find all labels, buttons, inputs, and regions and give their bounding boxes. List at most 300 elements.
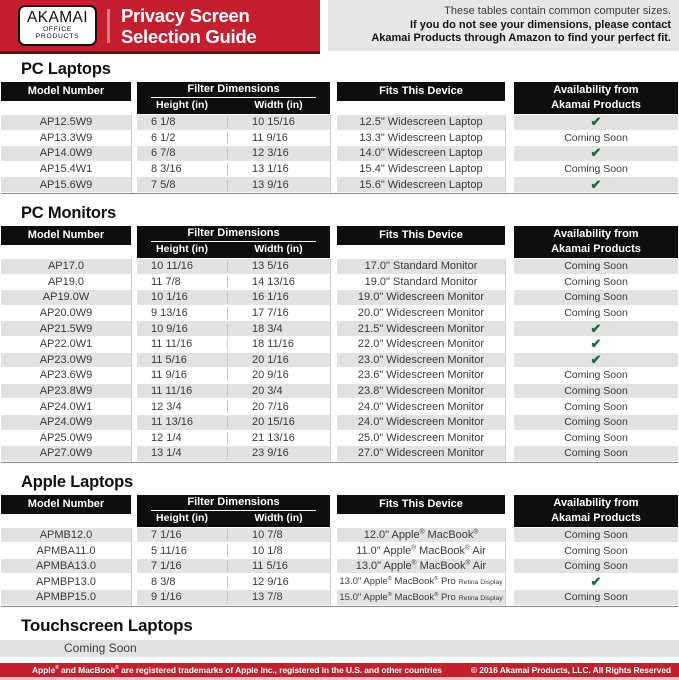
cell-fits-device [337, 446, 505, 462]
cell-fits-device [337, 384, 505, 400]
fits-device-text: 15.6" Widescreen Laptop [359, 178, 483, 191]
note-line1: These tables contain common computer sizes. [444, 5, 671, 18]
availability-header-line1: Availability from [553, 84, 639, 96]
cell-filter-dimensions [137, 115, 330, 131]
column-gutter [330, 146, 337, 162]
cell-model-number: AP15.4W1 [1, 162, 131, 178]
cell-width-value: 13 1/16 [227, 163, 330, 175]
table-row [1, 321, 678, 337]
column-gutter [330, 306, 337, 322]
table-body [1, 115, 678, 194]
availability-text: Coming Soon [564, 591, 628, 604]
column-gutter [330, 115, 337, 131]
page-title-line2: Selection Guide [121, 25, 257, 47]
table-row [1, 162, 678, 178]
table-row [1, 559, 678, 575]
cell-height-value: 13 1/4 [151, 447, 182, 460]
column-gutter [330, 290, 337, 306]
cell-availability [514, 431, 678, 447]
cell-model-number: AP14.0W9 [1, 146, 131, 162]
column-gutter [505, 259, 514, 275]
akamai-logo [18, 5, 97, 45]
column-header-filter-dimensions [137, 226, 330, 258]
availability-text: Coming Soon [564, 369, 628, 382]
header-divider [107, 9, 110, 43]
column-gutter [330, 177, 337, 193]
cell-availability [514, 528, 678, 544]
cell-height-value: 10 1/16 [151, 291, 188, 304]
cell-filter-dimensions [137, 321, 330, 337]
fits-device-text: 12.5" Widescreen Laptop [359, 116, 483, 129]
cell-width-value: 12 3/16 [227, 147, 330, 159]
fits-device-text: 20.0" Widescreen Monitor [357, 307, 485, 320]
availability-text: Coming Soon [564, 275, 628, 288]
cell-model-number: AP19.0W [1, 290, 131, 306]
column-gutter [505, 431, 514, 447]
availability-check-icon: ✔ [590, 573, 602, 589]
cell-availability [514, 446, 678, 462]
availability-text: Coming Soon [564, 560, 628, 573]
table-row [1, 446, 678, 462]
column-gutter [330, 415, 337, 431]
cell-filter-dimensions [137, 384, 330, 400]
table-row [1, 574, 678, 590]
column-gutter [505, 384, 514, 400]
cell-height-value: 11 11/16 [151, 338, 193, 351]
column-header-model: Model Number [1, 226, 131, 245]
cell-availability [514, 368, 678, 384]
column-gutter [330, 275, 337, 291]
cell-filter-dimensions [137, 528, 330, 544]
availability-header-line1: Availability from [553, 227, 639, 240]
table-row [1, 177, 678, 193]
cell-availability [514, 574, 678, 590]
availability-text: Coming Soon [564, 528, 628, 541]
column-gutter [330, 259, 337, 275]
cell-fits-device [337, 431, 505, 447]
cell-model-number: APMBA13.0 [1, 559, 131, 575]
cell-model-number: APMBA11.0 [1, 543, 131, 559]
cell-availability [514, 321, 678, 337]
cell-filter-dimensions [137, 446, 330, 462]
column-gutter [505, 337, 514, 353]
table-row [1, 115, 678, 131]
fits-device-text: 15.4" Widescreen Laptop [359, 163, 483, 176]
column-header-width: Width (in) [254, 99, 303, 111]
filter-dimensions-label: Filter Dimensions [187, 83, 280, 95]
table-pc-laptops [1, 82, 678, 194]
cell-height-value: 9 1/16 [151, 591, 182, 604]
cell-model-number: AP22.0W1 [1, 337, 131, 353]
column-header-filter-dimensions [137, 495, 330, 527]
availability-check-icon: ✔ [590, 145, 602, 161]
cell-model-number: AP19.0 [1, 275, 131, 291]
table-row [1, 259, 678, 275]
section-title-touchscreen-laptops: Touchscreen Laptops [21, 615, 193, 635]
retina-display-label: Retina Display [458, 579, 503, 587]
column-gutter [330, 337, 337, 353]
cell-fits-device [337, 590, 505, 606]
cell-model-number: AP25.0W9 [1, 431, 131, 447]
cell-width-value: 20 7/16 [227, 401, 330, 413]
availability-check-icon: ✔ [590, 176, 602, 192]
cell-height-value: 12 3/4 [151, 400, 182, 413]
cell-height-value: 11 5/16 [151, 353, 187, 366]
fits-device-text: 24.0" Widescreen Monitor [357, 416, 485, 429]
section-title-pc-monitors: PC Monitors [21, 203, 116, 222]
cell-availability [514, 275, 678, 291]
cell-fits-device [337, 290, 505, 306]
cell-fits-device [337, 275, 505, 291]
touchscreen-status-text: Coming Soon [64, 641, 137, 656]
cell-width-value: 17 7/16 [227, 307, 330, 319]
cell-availability [514, 353, 678, 369]
cell-fits-device [337, 574, 505, 590]
column-gutter [505, 543, 514, 559]
cell-height-value: 9 13/16 [151, 307, 188, 320]
column-gutter [505, 528, 514, 544]
availability-text: Coming Soon [564, 131, 628, 144]
cell-fits-device [337, 306, 505, 322]
table-row [1, 368, 678, 384]
cell-height-value: 5 11/16 [151, 544, 187, 557]
cell-filter-dimensions [137, 431, 330, 447]
cell-fits-device [337, 528, 505, 544]
cell-height-value: 10 9/16 [151, 322, 188, 335]
cell-width-value: 13 5/16 [227, 260, 330, 272]
availability-check-icon: ✔ [590, 320, 602, 336]
cell-model-number: AP13.3W9 [1, 131, 131, 147]
availability-text: Coming Soon [564, 307, 628, 320]
column-header-height: Height (in) [156, 511, 208, 524]
column-gutter [505, 131, 514, 147]
availability-header-line1: Availability from [553, 496, 639, 509]
cell-height-value: 11 13/16 [151, 416, 194, 429]
table-row [1, 275, 678, 291]
cell-fits-device [337, 353, 505, 369]
availability-text: Coming Soon [564, 400, 628, 413]
cell-width-value: 10 1/8 [227, 545, 330, 557]
table-row [1, 306, 678, 322]
column-gutter [505, 115, 514, 131]
logo-subtitle: OFFICE PRODUCTS [35, 25, 80, 40]
cell-availability [514, 337, 678, 353]
column-gutter [330, 431, 337, 447]
cell-height-value: 10 11/16 [151, 260, 194, 273]
cell-height-value: 12 1/4 [151, 431, 182, 444]
cell-height-value: 11 7/8 [151, 275, 181, 288]
column-gutter [330, 321, 337, 337]
column-gutter [505, 275, 514, 291]
column-gutter [330, 543, 337, 559]
column-gutter [330, 574, 337, 590]
column-header-model: Model Number [1, 82, 131, 101]
cell-model-number: AP24.0W1 [1, 399, 131, 415]
cell-fits-device [337, 559, 505, 575]
cell-height-value: 6 7/8 [151, 147, 176, 160]
note-line3: Akamai Products through Amazon to find your perfect fit. [371, 32, 671, 45]
availability-header-line2: Akamai Products [551, 99, 641, 111]
cell-filter-dimensions [137, 368, 330, 384]
table-header-row [1, 226, 678, 258]
cell-filter-dimensions [137, 162, 330, 178]
filter-subheaders [137, 242, 330, 256]
header-banner [0, 0, 679, 54]
table-row [1, 431, 678, 447]
section-title-pc-laptops: PC Laptops [21, 60, 111, 78]
logo-name: AKAMAI [27, 9, 88, 27]
availability-text: Coming Soon [564, 431, 628, 444]
cell-filter-dimensions [137, 574, 330, 590]
table-pc-monitors [1, 226, 678, 463]
column-gutter [505, 559, 514, 575]
cell-filter-dimensions [137, 353, 330, 369]
availability-header-line2: Akamai Products [551, 242, 641, 255]
cell-availability [514, 131, 678, 147]
cell-model-number: AP27.0W9 [1, 446, 131, 462]
fits-device-text: 15.0" Apple® MacBook® Pro [339, 591, 456, 603]
cell-filter-dimensions [137, 177, 330, 193]
cell-model-number: AP24.0W9 [1, 415, 131, 431]
cell-width-value: 14 13/16 [227, 276, 330, 288]
table-body [1, 528, 678, 607]
fits-device-text: 17.0" Standard Monitor [364, 260, 478, 273]
column-gutter [505, 290, 514, 306]
cell-width-value: 10 15/16 [227, 116, 330, 128]
cell-height-value: 7 5/8 [151, 178, 176, 191]
filter-subheaders [137, 98, 330, 112]
cell-height-value: 7 1/16 [151, 528, 182, 541]
column-gutter [330, 446, 337, 462]
cell-height-value: 8 3/16 [151, 163, 182, 176]
cell-model-number: APMBP15.0 [1, 590, 131, 606]
fits-device-text: 14.0" Widescreen Laptop [359, 147, 483, 160]
column-header-availability [514, 495, 678, 527]
table-row [1, 337, 678, 353]
availability-text: Coming Soon [564, 260, 628, 273]
table-row [1, 528, 678, 544]
cell-filter-dimensions [137, 146, 330, 162]
column-gutter [330, 528, 337, 544]
cell-filter-dimensions [137, 399, 330, 415]
cell-fits-device [337, 337, 505, 353]
table-row [1, 590, 678, 606]
column-gutter [505, 321, 514, 337]
column-header-fits: Fits This Device [337, 495, 505, 514]
fits-device-text: 12.0" Apple® MacBook® [363, 528, 479, 541]
footer [0, 663, 679, 680]
cell-filter-dimensions [137, 590, 330, 606]
fits-device-text: 19.0" Standard Monitor [364, 275, 478, 288]
fits-device-text: 23.0" Widescreen Monitor [357, 353, 485, 366]
table-header-row [1, 82, 678, 114]
availability-check-icon: ✔ [590, 336, 602, 352]
table-header-row [1, 495, 678, 527]
availability-text: Coming Soon [564, 385, 628, 398]
retina-display-label: Retina Display [458, 594, 503, 602]
cell-fits-device [337, 368, 505, 384]
fits-device-text: 19.0" Widescreen Monitor [357, 291, 485, 304]
column-gutter [330, 559, 337, 575]
cell-width-value: 18 3/4 [227, 323, 330, 335]
cell-availability [514, 115, 678, 131]
availability-check-icon: ✔ [590, 114, 602, 130]
cell-fits-device [337, 399, 505, 415]
cell-model-number: AP23.8W9 [1, 384, 131, 400]
cell-model-number: AP15.6W9 [1, 177, 131, 193]
cell-availability [514, 306, 678, 322]
column-header-fits: Fits This Device [337, 82, 505, 101]
filter-dimensions-label: Filter Dimensions [187, 495, 280, 508]
cell-model-number: AP23.0W9 [1, 353, 131, 369]
cell-filter-dimensions [137, 259, 330, 275]
column-gutter [330, 399, 337, 415]
table-row [1, 290, 678, 306]
cell-fits-device [337, 415, 505, 431]
cell-width-value: 20 3/4 [227, 385, 330, 397]
column-gutter [505, 353, 514, 369]
footer-trademark-text: Apple® and MacBook® are registered trademarks of Apple Inc., registered in the U.S. and other countries [32, 665, 442, 675]
column-gutter [505, 590, 514, 606]
availability-text: Coming Soon [564, 416, 628, 429]
cell-width-value: 13 7/8 [227, 591, 330, 603]
cell-filter-dimensions [137, 306, 330, 322]
availability-header-line2: Akamai Products [551, 511, 641, 524]
fits-device-text: 23.8" Widescreen Monitor [357, 385, 485, 398]
table-row [1, 146, 678, 162]
availability-text: Coming Soon [564, 291, 628, 304]
column-header-height: Height (in) [156, 99, 208, 111]
column-header-height: Height (in) [156, 242, 208, 255]
cell-width-value: 11 9/16 [227, 132, 330, 144]
column-header-model: Model Number [1, 495, 131, 514]
cell-fits-device [337, 146, 505, 162]
table-row [1, 131, 678, 147]
cell-width-value: 13 9/16 [227, 179, 330, 191]
cell-width-value: 21 13/16 [227, 432, 330, 444]
fits-device-text: 11.0" Apple® MacBook® Air [356, 543, 486, 557]
cell-height-value: 11 9/16 [151, 369, 187, 382]
section-title-apple-laptops: Apple Laptops [21, 472, 133, 491]
cell-model-number: AP21.5W9 [1, 321, 131, 337]
column-gutter [330, 162, 337, 178]
cell-width-value: 20 1/16 [227, 354, 330, 366]
cell-model-number: AP23.6W9 [1, 368, 131, 384]
cell-filter-dimensions [137, 415, 330, 431]
column-gutter [330, 131, 337, 147]
cell-width-value: 10 7/8 [227, 529, 330, 541]
cell-availability [514, 559, 678, 575]
page-title [121, 5, 256, 47]
cell-width-value: 18 11/16 [227, 338, 330, 350]
cell-filter-dimensions [137, 290, 330, 306]
cell-filter-dimensions [137, 543, 330, 559]
fits-device-text: 27.0" Widescreen Monitor [357, 447, 485, 460]
availability-text: Coming Soon [564, 544, 628, 557]
cell-fits-device [337, 162, 505, 178]
cell-availability [514, 399, 678, 415]
cell-width-value: 20 9/16 [227, 369, 330, 381]
column-gutter [505, 177, 514, 193]
column-gutter [330, 384, 337, 400]
column-gutter [505, 146, 514, 162]
cell-fits-device [337, 259, 505, 275]
table-apple-laptops [1, 495, 678, 607]
cell-availability [514, 162, 678, 178]
fits-device-text: 24.0" Widescreen Monitor [357, 400, 485, 413]
column-header-availability [514, 226, 678, 258]
fits-device-text: 13.0" Apple® MacBook® Pro [339, 576, 456, 588]
cell-fits-device [337, 177, 505, 193]
column-header-width: Width (in) [254, 242, 303, 255]
filter-dimensions-label: Filter Dimensions [187, 226, 280, 239]
availability-check-icon: ✔ [590, 351, 602, 367]
cell-height-value: 8 3/8 [151, 575, 176, 588]
cell-model-number: AP12.5W9 [1, 115, 131, 131]
cell-width-value: 11 5/16 [227, 560, 330, 572]
cell-fits-device [337, 321, 505, 337]
touchscreen-status [0, 640, 679, 657]
cell-height-value: 7 1/16 [151, 560, 182, 573]
cell-availability [514, 177, 678, 193]
fits-device-text: 13.3" Widescreen Laptop [359, 131, 483, 144]
cell-filter-dimensions [137, 559, 330, 575]
cell-width-value: 23 9/16 [227, 447, 330, 459]
cell-width-value: 12 9/16 [227, 576, 330, 588]
cell-filter-dimensions [137, 275, 330, 291]
fits-device-text: 22.0" Widescreen Monitor [357, 338, 485, 351]
column-gutter [505, 415, 514, 431]
table-row [1, 384, 678, 400]
cell-availability [514, 590, 678, 606]
table-row [1, 415, 678, 431]
cell-model-number: AP17.0 [1, 259, 131, 275]
cell-model-number: APMB12.0 [1, 528, 131, 544]
cell-fits-device [337, 115, 505, 131]
cell-height-value: 6 1/8 [151, 116, 176, 129]
availability-text: Coming Soon [564, 447, 628, 460]
table-row [1, 543, 678, 559]
cell-availability [514, 415, 678, 431]
cell-availability [514, 543, 678, 559]
column-gutter [505, 446, 514, 462]
column-header-fits: Fits This Device [337, 226, 505, 245]
cell-filter-dimensions [137, 131, 330, 147]
cell-fits-device [337, 543, 505, 559]
table-row [1, 399, 678, 415]
cell-availability [514, 290, 678, 306]
cell-model-number: APMBP13.0 [1, 574, 131, 590]
column-gutter [505, 399, 514, 415]
column-gutter [330, 353, 337, 369]
header-note [328, 0, 679, 51]
cell-model-number: AP20.0W9 [1, 306, 131, 322]
cell-width-value: 20 15/16 [227, 416, 330, 428]
cell-height-value: 11 11/16 [151, 385, 193, 398]
column-header-availability [514, 82, 678, 114]
column-gutter [505, 306, 514, 322]
column-gutter [505, 162, 514, 178]
footer-bar [0, 663, 679, 677]
tables-area [0, 54, 679, 663]
cell-fits-device [337, 131, 505, 147]
fits-device-text: 21.5" Widescreen Monitor [357, 322, 485, 335]
filter-subheaders [137, 511, 330, 525]
cell-availability [514, 384, 678, 400]
cell-availability [514, 146, 678, 162]
fits-device-text: 23.6" Widescreen Monitor [357, 369, 485, 382]
column-header-filter-dimensions [137, 82, 330, 114]
